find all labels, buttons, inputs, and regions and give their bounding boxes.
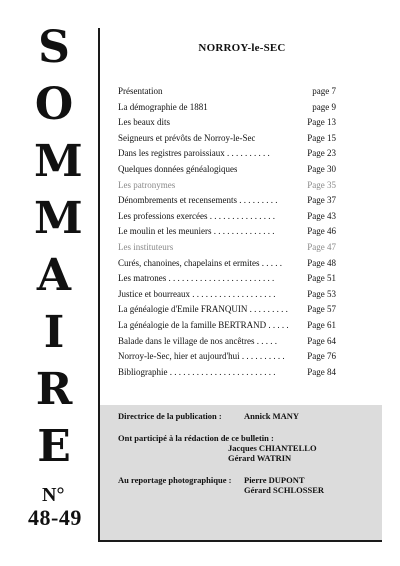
toc-entry-title: Quelques données généalogiques	[118, 163, 238, 174]
toc-entry-page: page 7	[312, 86, 336, 96]
bottom-divider	[98, 540, 382, 542]
toc-entry-page: Page 13	[307, 117, 336, 128]
toc-entry	[118, 351, 336, 367]
toc-entry-page: Page 47	[307, 241, 336, 252]
toc-entry-title: Dénombrements et recensements . . . . . . . . .	[118, 195, 278, 206]
toc-entry	[118, 258, 336, 274]
toc-entry-title: Balade dans le village de nos ancêtres . . . . .	[118, 335, 277, 346]
toc-entry	[118, 336, 336, 352]
toc-entry	[118, 273, 336, 289]
toc-entry	[118, 289, 336, 305]
toc-entry	[118, 367, 336, 383]
issue-number: 48-49	[28, 505, 82, 530]
toc-entry	[118, 320, 336, 336]
cover-letter-r: R	[35, 364, 73, 415]
contributor-name: Gérard WATRIN	[228, 453, 292, 463]
toc-entry-title: Les instituteurs	[118, 241, 174, 252]
toc-entry-page: Page 61	[307, 319, 336, 330]
photographer-name: Gérard SCHLOSSER	[244, 485, 325, 495]
toc-entry	[118, 242, 336, 258]
issue-label: N°	[42, 484, 65, 506]
cover-title-column	[0, 0, 98, 566]
toc-entry-page: page 9	[312, 101, 336, 112]
cover-letter-m-1: M	[34, 136, 83, 187]
credits-box	[100, 405, 382, 540]
toc-entry-title: Les professions exercées . . . . . . . . . . . . . . .	[118, 210, 275, 221]
toc-entry-title: Les patronymes	[118, 179, 176, 190]
cover-letter-s: S	[38, 22, 70, 73]
toc-entry-page: Page 51	[307, 273, 336, 284]
director-label: Directrice de la publication :	[118, 411, 222, 421]
toc-entry-page: Page 23	[307, 148, 336, 159]
toc-entry-title: Curés, chanoines, chapelains et ermites . . . . .	[118, 257, 282, 268]
toc-entry-title: Les beaux dits	[118, 117, 170, 128]
toc-entry-title: Seigneurs et prévôts de Norroy-le-Sec	[118, 132, 256, 143]
toc-entry-title: Le moulin et les meuniers . . . . . . . . . . . . . .	[118, 226, 275, 237]
toc-entry	[118, 148, 336, 164]
toc-entry-title: Dans les registres paroissiaux . . . . . . . . . .	[118, 148, 270, 159]
photo-label: Au reportage photographique :	[118, 475, 232, 485]
toc-entry	[118, 304, 336, 320]
toc-entry-page: Page 53	[307, 288, 336, 299]
toc-entry-page: Page 43	[307, 210, 336, 221]
toc-entry-title: Présentation	[118, 86, 163, 96]
toc-entry-page: Page 76	[307, 351, 336, 362]
toc-entry-title: Justice et bourreaux . . . . . . . . . . . . . . . . . . .	[118, 288, 276, 299]
toc-entry	[118, 86, 336, 102]
toc-entry-title: La généalogie de la famille BERTRAND . . . . .	[118, 319, 289, 330]
cover-letter-m-2: M	[34, 193, 83, 244]
toc-entry-page: Page 48	[307, 257, 336, 268]
toc-entry-page: Page 37	[307, 195, 336, 206]
toc-entry-page: Page 30	[307, 163, 336, 174]
toc-entry-title: Norroy-le-Sec, hier et aujourd'hui . . . . . . . . . .	[118, 351, 285, 362]
toc-entry	[118, 164, 336, 180]
toc-entry-title: Bibliographie . . . . . . . . . . . . . . . . . . . . . . . .	[118, 366, 276, 377]
toc-entry-title: La démographie de 1881	[118, 101, 208, 112]
toc-entry-page: Page 15	[307, 132, 336, 143]
toc-entry-page: Page 46	[307, 226, 336, 237]
cover-letter-o: O	[34, 79, 74, 130]
toc-entry-page: Page 57	[307, 304, 336, 315]
cover-letter-e: E	[37, 421, 71, 472]
toc-entry	[118, 102, 336, 118]
contributors-label: Ont participé à la rédaction de ce bulletin :	[118, 433, 274, 443]
cover-letter-i: I	[43, 307, 65, 358]
cover-letter-a: A	[36, 250, 72, 301]
photographer-name: Pierre DUPONT	[244, 475, 305, 485]
table-of-contents	[118, 86, 336, 382]
toc-entry	[118, 133, 336, 149]
toc-entry	[118, 226, 336, 242]
toc-entry	[118, 117, 336, 133]
contributor-name: Jacques CHIANTELLO	[228, 443, 317, 453]
toc-entry-title: La généalogie d'Emile FRANQUIN . . . . . . . . .	[118, 304, 288, 315]
toc-entry	[118, 180, 336, 196]
toc-entry-page: Page 84	[307, 366, 336, 377]
toc-entry-page: Page 64	[307, 335, 336, 346]
toc-entry	[118, 195, 336, 211]
toc-entry	[118, 211, 336, 227]
toc-entry-page: Page 35	[307, 179, 336, 190]
toc-entry-title: Les matrones . . . . . . . . . . . . . . . . . . . . . . . .	[118, 273, 275, 284]
director-name: Annick MANY	[244, 411, 300, 421]
page-title: NORROY-le-SEC	[198, 42, 286, 54]
